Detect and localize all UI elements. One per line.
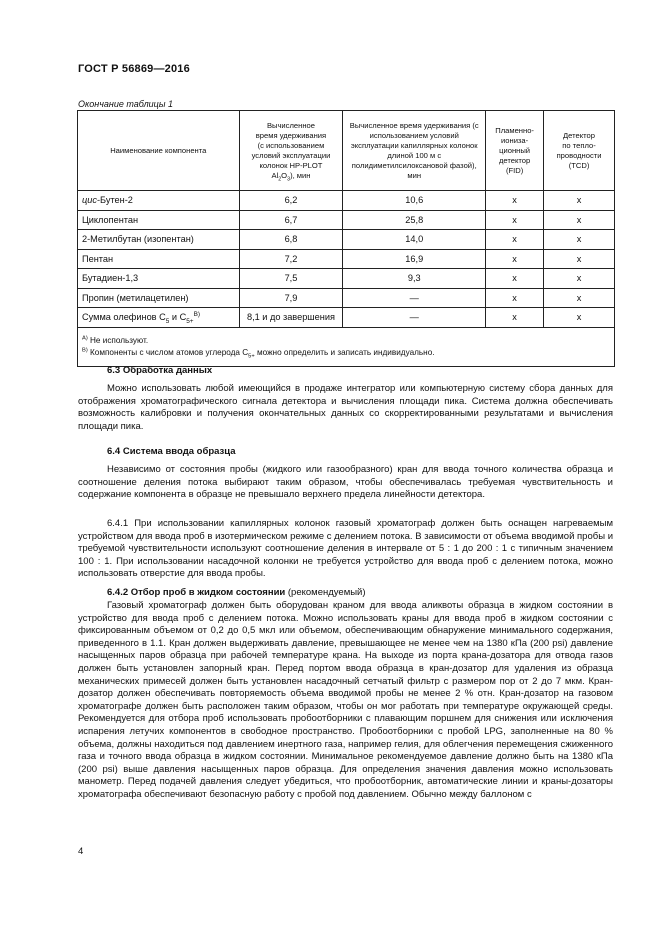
- cell-rt1: 7,5: [239, 269, 343, 289]
- cell-tcd: x: [544, 249, 615, 269]
- cell-fid: x: [486, 249, 544, 269]
- table-header-row: [78, 111, 615, 191]
- header-tcd: Детектор по тепло- проводности (TCD): [544, 111, 615, 191]
- cell-fid: x: [486, 288, 544, 308]
- cell-name: Пропин (метилацетилен): [78, 288, 240, 308]
- cell-rt2: 16,9: [343, 249, 486, 269]
- table-notes: [78, 327, 615, 366]
- section-6-4-1-text: 6.4.1 При использовании капиллярных колонок газовый хроматограф должен быть оснащен нагреваемым устройством для ввода проб в изотермическом режиме с делением потока. В зависимости от объема вводимой пробы и требуемой чувствительности используют соотношение деления в интервале от 5 : 1 до 200 : 1 с типичным значением 100 : 1. При использовании насадочной колонки не требуется устройство для ввода проб с делением потока, можно использовать отверстие для ввода пробы.: [78, 518, 613, 580]
- section-6-4-2-heading: 6.4.2 Отбор проб в жидком состоянии (рекомендуемый): [107, 587, 366, 598]
- page-number: 4: [78, 846, 84, 857]
- section-6-4-text: Независимо от состояния пробы (жидкого или газообразного) кран для ввода точного количества образца и соотношение деления потока выбирают таким образом, чтобы обеспечивалась требуемая чувствительность и содержание компонента в образце не превышало верхнего предела линейности детектора.: [78, 464, 613, 501]
- table-notes-row: [78, 327, 615, 366]
- cell-tcd: x: [544, 230, 615, 250]
- header-fid: Пламенно- иониза- ционный детектор (FID): [486, 111, 544, 191]
- table-row: [78, 288, 615, 308]
- document-header: ГОСТ Р 56869—2016: [78, 63, 190, 75]
- cell-rt1: 7,9: [239, 288, 343, 308]
- cell-tcd: x: [544, 308, 615, 328]
- cell-rt2: 10,6: [343, 191, 486, 211]
- cell-fid: x: [486, 230, 544, 250]
- header-retention-plot: Вычисленное время удерживания (с использованием условий эксплуатации колонок HP-PLOT $Al_2O_3$), мин: [239, 111, 343, 191]
- cell-rt1: 6,7: [239, 210, 343, 230]
- table-row: [78, 230, 615, 250]
- cell-rt2: —: [343, 288, 486, 308]
- cell-name: Пентан: [78, 249, 240, 269]
- cell-name: Бутадиен-1,3: [78, 269, 240, 289]
- header-retention-capillary: Вычисленное время удерживания (с использованием условий эксплуатации капиллярных колонок длиной 100 м с полидиметилсилоксановой фазой), мин: [343, 111, 486, 191]
- retention-table: [77, 110, 615, 367]
- table-row: [78, 210, 615, 230]
- header-component-name: Наименование компонента: [78, 111, 240, 191]
- cell-fid: x: [486, 269, 544, 289]
- cell-rt1: 7,2: [239, 249, 343, 269]
- cell-tcd: x: [544, 269, 615, 289]
- table-row: [78, 249, 615, 269]
- table-note-a: $^{A)}$ Не используют.: [82, 334, 149, 345]
- cell-tcd: x: [544, 288, 615, 308]
- section-6-3-title: 6.3 Обработка данных: [107, 365, 213, 376]
- section-6-3-text: Можно использовать любой имеющийся в продаже интегратор или компьютерную систему сбора данных для отображения хроматографического сигнала детектора и вычисления площади пика. Система должна обеспечивать возможность калибровки и получения окончательных данных со скорректированными результатами и вычисления площади пика.: [78, 383, 613, 432]
- cell-rt2: 14,0: [343, 230, 486, 250]
- cell-fid: x: [486, 191, 544, 211]
- cell-tcd: x: [544, 191, 615, 211]
- table-caption: Окончание таблицы 1: [78, 99, 173, 109]
- cell-name: цис-Бутен-2: [78, 191, 240, 211]
- cell-name: Сумма олефинов $C_5$ и $C_{5+}^{B)}$: [78, 308, 240, 328]
- table-row: [78, 191, 615, 211]
- cell-name: Циклопентан: [78, 210, 240, 230]
- cell-rt1: 8,1 и до завершения: [239, 308, 343, 328]
- table-row: [78, 308, 615, 328]
- table-row: [78, 269, 615, 289]
- cell-rt2: 9,3: [343, 269, 486, 289]
- cell-fid: x: [486, 210, 544, 230]
- cell-rt1: 6,8: [239, 230, 343, 250]
- cell-fid: x: [486, 308, 544, 328]
- cell-tcd: x: [544, 210, 615, 230]
- cell-rt1: 6,2: [239, 191, 343, 211]
- cell-rt2: 25,8: [343, 210, 486, 230]
- section-6-4-title: 6.4 Система ввода образца: [107, 446, 236, 457]
- table-note-b: $^{B)}$ Компоненты с числом атомов углерода $C_{5+}$ можно определить и записать индивидуально.: [82, 346, 435, 360]
- cell-rt2: —: [343, 308, 486, 328]
- section-6-4-2-text: Газовый хроматограф должен быть оборудован краном для ввода аликвоты образца в жидком состоянии в устройство для ввода проб с делением потока. Можно использовать краны для ввода проб в жидком состоянии с фиксированным объемом от 0,2 до 0,5 мкл или объемом, обеспечивающим обнаружение минимального содержания, приведенного в 1.1. Кран должен выдерживать давление, превышающее не менее чем на 1380 кПа (200 psi) давление насыщенных паров образца при рабочей температуре крана. На выходе из порта крана-дозатора для отвода газов должен быть установлен запорный кран. Перед портом ввода образца в кран-дозатор для удаления из образца механических примесей должен быть установлен насадочный сетчатый фильтр с размером пор от 2 до 7 мкм. Кран-дозатор должен обеспечивать повторяемость объема вводимой пробы не менее 2 % отн. Кран-дозатор на газовом хроматографе должен быть расположен таким образом, чтобы он мог работать при температуре окружающей среды. Рекомендуется для отбора проб использовать пробоотборники с плавающим поршнем для снижения или исключения испарения летучих компонентов в свободное пространство. Пробоотборники с пробой LPG, заполненные на 80 % объема, должны находиться под давлением инертного газа, например гелия, для облегчения перемещения сжиженного газа и точного ввода образца в жидком состоянии. Минимальное рекомендуемое давление должно быть на 1380 кПа (200 psi) выше давления насыщенных паров образца. Для определения значения давления можно использовать манометр. Перед подачей давления следует убедиться, что пробоотборник, автоматические линии и краны-дозаторы хроматографа обеспечивают безопасную работу с пробой под давлением. Обычно между баллоном с: [78, 600, 613, 800]
- cell-name: 2-Метилбутан (изопентан): [78, 230, 240, 250]
